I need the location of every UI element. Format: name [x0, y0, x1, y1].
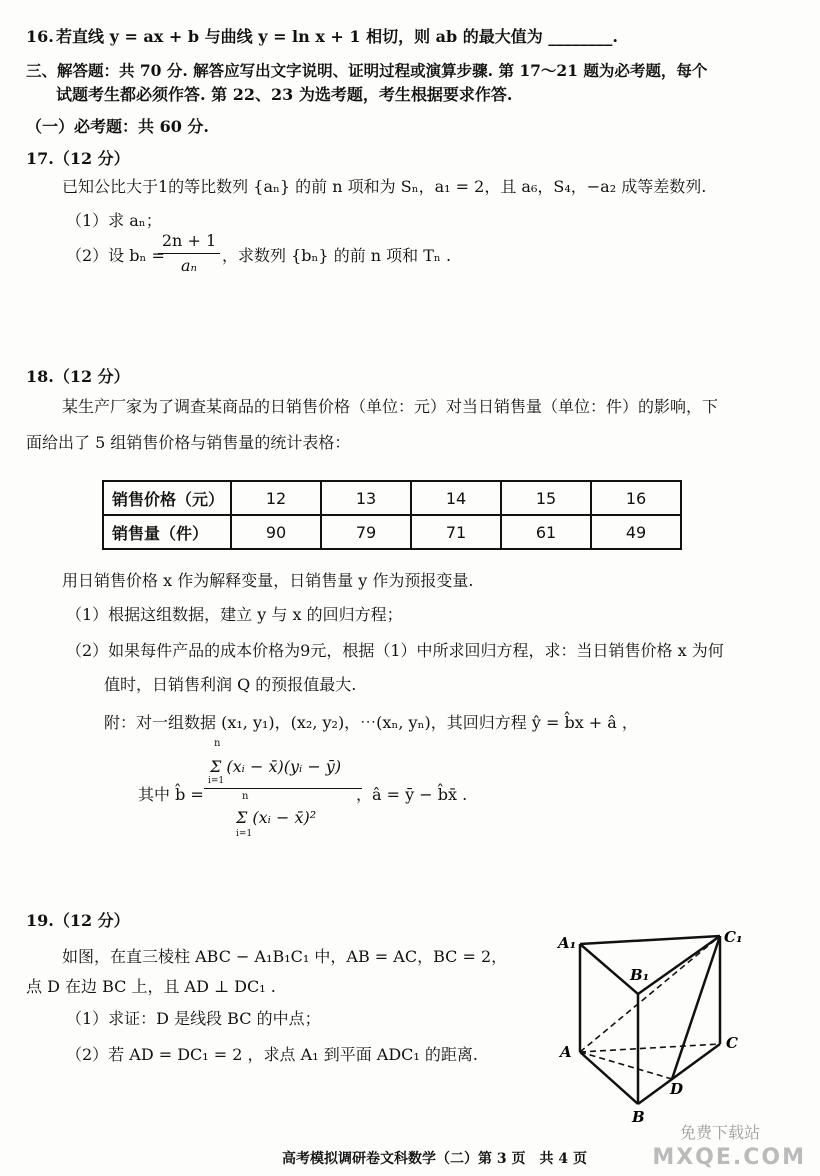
q18-part2-line2: 值时，日销售利润 Q 的预报值最大.	[104, 675, 357, 694]
regression-fraction	[204, 738, 362, 839]
q17-header: 17.（12 分）	[26, 149, 130, 168]
label-a1: A₁	[558, 934, 577, 952]
label-b1: B₁	[630, 966, 650, 984]
prism-figure	[548, 924, 748, 1130]
q17-part2-prefix: （2）设 bₙ =	[66, 246, 165, 265]
q17-fraction-den: aₙ	[180, 256, 198, 275]
section3-line2: 试题考生都必须作答. 第 22、23 为选考题，考生根据要求作答.	[56, 85, 513, 104]
watermark-cn: 免费下载站	[680, 1123, 761, 1142]
sum-bottom: i=1	[236, 829, 253, 839]
table-row-label: 销售量（件）	[103, 515, 231, 549]
edge-b1c1	[638, 936, 720, 994]
q16-stem: 若直线 y = ax + b 与曲线 y = ln x + 1 相切，则 ab 的最大值为	[56, 27, 543, 46]
label-c1: C₁	[724, 928, 743, 946]
q18-stem1: 某生产厂家为了调查某商品的日销售价格（单位：元）对当日销售量（单位：件）的影响，下	[62, 397, 719, 416]
table-cell: 16	[591, 481, 681, 515]
q17-part2-suffix: ，求数列 {bₙ} 的前 n 项和 Tₙ .	[222, 246, 452, 265]
q19-header: 19.（12 分）	[26, 911, 130, 930]
table-cell: 12	[231, 481, 321, 515]
edge-a1c1	[580, 936, 720, 944]
q18-part2-line1: （2）如果每件产品的成本价格为9元，根据（1）中所求回归方程，求：当日销售价格 x 为何	[66, 641, 724, 660]
table-cell: 90	[231, 515, 321, 549]
sum-bottom: i=1	[208, 776, 225, 786]
label-d: D	[670, 1080, 684, 1098]
page-footer: 高考模拟调研卷文科数学（二）第 3 页 共 4 页	[282, 1151, 587, 1167]
sum-top: n	[214, 738, 221, 749]
formula-prefix: 其中 b̂ =	[138, 785, 204, 804]
edge-ac1-hidden	[580, 936, 720, 1052]
table-row	[103, 515, 681, 549]
sales-table	[102, 480, 682, 550]
formula-num-text: Σ (xᵢ − x̄)(yᵢ − ȳ)	[210, 757, 342, 776]
q16-blank: ________.	[548, 27, 618, 46]
formula-denominator	[204, 793, 362, 837]
q18-stem2: 面给出了 5 组销售价格与销售量的统计表格：	[26, 433, 351, 452]
table-cell: 61	[501, 515, 591, 549]
q18-after: 用日销售价格 x 作为解释变量，日销售量 y 作为预报变量.	[62, 571, 474, 590]
label-c: C	[726, 1034, 738, 1052]
q17-part1: （1）求 aₙ；	[66, 211, 162, 230]
q18-part1: （1）根据这组数据，建立 y 与 x 的回归方程；	[66, 605, 403, 624]
table-cell: 71	[411, 515, 501, 549]
q17-fraction	[158, 230, 220, 277]
watermark: MXQE.COM	[652, 1145, 806, 1170]
fraction-bar	[204, 788, 362, 789]
edge-dc1	[672, 936, 720, 1079]
table-cell: 15	[501, 481, 591, 515]
fraction-bar	[158, 253, 220, 254]
table-cell: 13	[321, 481, 411, 515]
q17-fraction-num: 2n + 1	[161, 231, 217, 250]
q19-part1: （1）求证：D 是线段 BC 的中点；	[66, 1009, 321, 1028]
table-row-label: 销售价格（元）	[103, 481, 231, 515]
table-cell: 14	[411, 481, 501, 515]
table-cell: 49	[591, 515, 681, 549]
q19-stem1: 如图，在直三棱柱 ABC − A₁B₁C₁ 中，AB = AC，BC = 2，	[62, 947, 508, 966]
q19-part2: （2）若 AD = DC₁ = 2 ，求点 A₁ 到平面 ADC₁ 的距离.	[66, 1045, 478, 1064]
label-b: B	[632, 1108, 645, 1126]
table-row	[103, 481, 681, 515]
edge-ac-hidden	[580, 1044, 720, 1052]
section3-required: （一）必考题：共 60 分.	[26, 117, 209, 136]
q16-number: 16.	[26, 27, 54, 46]
section3-title: 三、解答题：共 70 分. 解答应写出文字说明、证明过程或演算步骤. 第 17～21 题为必考题，每个	[26, 61, 708, 80]
q18-note: 附：对一组数据 (x₁, y₁)，(x₂, y₂)，⋯(xₙ, yₙ)，其回归方程 ŷ = b̂x + â ，	[104, 713, 638, 732]
q16-text	[56, 26, 618, 48]
label-a: A	[560, 1043, 572, 1061]
q17-stem: 已知公比大于1的等比数列 {aₙ} 的前 n 项和为 Sₙ，a₁ = 2，且 a₆，S₄，−a₂ 成等差数列.	[62, 177, 707, 196]
formula-den-text: Σ (xᵢ − x̄)²	[236, 808, 317, 827]
q19-stem2: 点 D 在边 BC 上，且 AD ⊥ DC₁ .	[26, 977, 276, 996]
formula-numerator	[204, 738, 362, 786]
sum-top: n	[242, 791, 249, 802]
formula-suffix: ，â = ȳ − b̂x̄ .	[356, 785, 468, 804]
table-cell: 79	[321, 515, 411, 549]
q18-header: 18.（12 分）	[26, 367, 130, 386]
